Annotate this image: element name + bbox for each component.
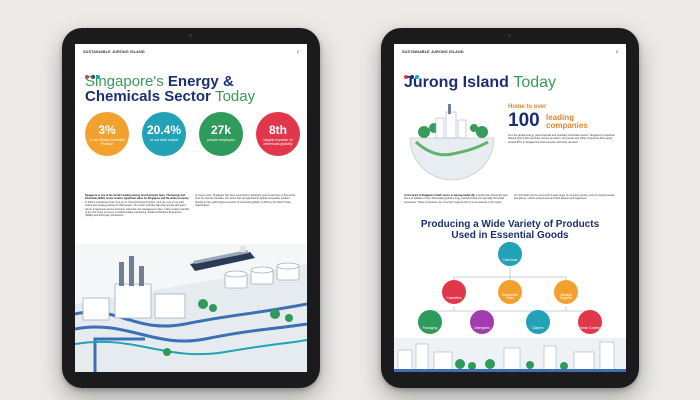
right-page (394, 44, 626, 372)
node-detergents: Detergents (470, 310, 494, 334)
body-column-1: Singapore is one of the world's leading energy and chemicals hubs. The Energy and Chemicals (E&C) sector creates significant value for Singapore and the wider economy. In 2020 it contributed 3 per cent of our Gross Domestic Product, 20.4 per cent of our total output and employed about 27,000 people. The sector provides high-paying jobs with good career progression across technical, corporate and management roles. It also creates spinoffs to the rest of the economy, including trading companies, Small and Medium Enterprises (SMEs) and third-party contractors. (85, 194, 190, 218)
node-medical-supplies: Medical Supplies (554, 280, 578, 304)
globe-illustration (404, 98, 500, 182)
body-column-2: JI's chemicals can be turned into a wide range of consumer goods, such as surgical masks and gloves, vehicle components and food flavours and fragrances. (514, 194, 615, 201)
page-number: 3 (615, 50, 618, 54)
node-diapers: Diapers (526, 310, 550, 334)
stat-output: 20.4% of our total output (142, 112, 186, 156)
left-page (75, 44, 307, 372)
header-text: SUSTAINABLE JURONG ISLAND (402, 50, 464, 54)
body-column-2: In recent years, Singapore has been successful in attracting new investments in this sector. Over the last two decades, the sector has strengthened its global competitive position, ranking as the eighth largest exporter of chemicals globally in 2019 by the World Trade Organization. (195, 194, 296, 208)
node-automotive-parts: Automotive Parts (498, 280, 522, 304)
node-packaging: Packaging (418, 310, 442, 334)
companies-count: 100 (508, 110, 540, 131)
header-text: SUSTAINABLE JURONG ISLAND (83, 50, 145, 54)
stats-row (81, 112, 303, 172)
page-header (83, 50, 299, 60)
page-title: Jurong Island Today (404, 74, 557, 91)
stat-exporter: 8th largest exporter of chemicals globally (256, 112, 300, 156)
industrial-illustration (75, 244, 307, 372)
products-title: Producing a Wide Variety of Products Used in Essential Goods (420, 219, 600, 241)
camera (189, 34, 192, 37)
node-cosmetics: Cosmetics (442, 280, 466, 304)
stat-employed: 27k people employed (199, 112, 243, 156)
city-illustration (394, 338, 626, 372)
camera (508, 34, 511, 37)
left-tablet (62, 28, 320, 388)
body-column-1: At the heart of Singapore's E&C sector is Jurong Island (JI), a world-class chemicals park home to facilities of over 100 leading global energy, petrochemical and specialty chemicals companies. These companies use JI as their regional hub to serve markets in the region. (404, 194, 508, 204)
home-to-label: Home to over (508, 104, 547, 110)
page-number: 2 (296, 50, 299, 54)
companies-label: leading companies (546, 113, 588, 130)
right-tablet (381, 28, 639, 388)
stat-gdp: 3% of our Gross Domestic Product (85, 112, 129, 156)
page-header (402, 50, 618, 60)
node-chemicals: Chemicals (498, 242, 522, 266)
page-title: Singapore's Energy & Chemicals Sector Today (85, 73, 256, 105)
node-paints-coatings: Paints/ Coatings (578, 310, 602, 334)
intro-text: from the global energy, petrochemical and specialty chemicals sectors. Singapore's Liquefied Natural Gas (LNG) terminal, service providers, and power and utility companies that supply around 50% of Singapore's total domestic electricity demand. (508, 134, 615, 144)
